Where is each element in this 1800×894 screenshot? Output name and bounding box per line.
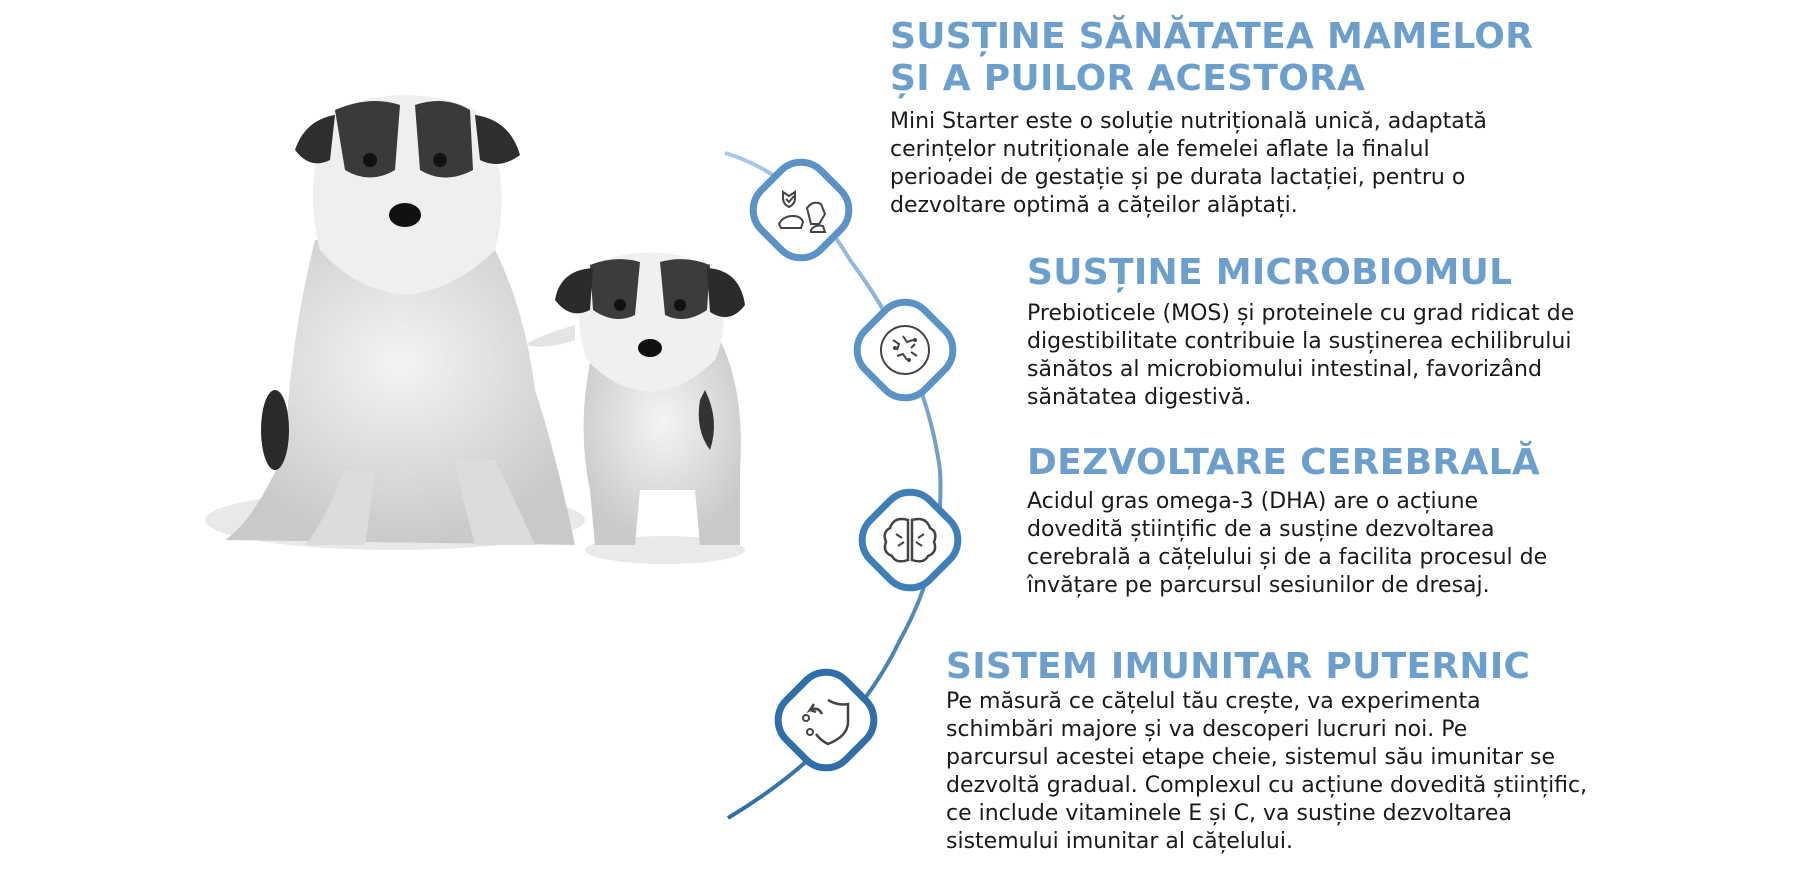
adult-dog: [205, 95, 585, 550]
title-line: ȘI A PUILOR ACESTORA: [890, 58, 1366, 99]
section-1-body: [890, 108, 1487, 220]
section-2-body: [1027, 300, 1574, 412]
section-4-title: [946, 646, 1530, 688]
body-line: Pe măsură ce cățelul tău crește, va experimenta: [946, 689, 1481, 714]
body-line: învățare pe parcursul sesiunilor de dresaj.: [1027, 573, 1490, 598]
body-line: digestibilitate contribuie la susținerea echilibrului: [1027, 329, 1572, 354]
section-3-body: [1027, 488, 1547, 600]
badge-brain: [850, 480, 970, 600]
section-3-title: [1027, 442, 1540, 484]
body-line: perioadei de gestație și pe durata lactației, pentru o: [890, 165, 1466, 190]
section-4-body: [946, 688, 1587, 856]
title-line: SUSȚINE MICROBIOMUL: [1027, 252, 1513, 293]
body-line: Mini Starter este o soluție nutrițională unică, adaptată: [890, 109, 1487, 134]
section-2-title: [1027, 252, 1512, 294]
body-line: parcursul acestei etape cheie, sistemul său imunitar se: [946, 745, 1556, 770]
badge-immune: [766, 660, 886, 780]
body-line: cerințelor nutriționale ale femelei aflate la finalul: [890, 137, 1430, 162]
title-line: SUSȚINE SĂNĂTATEA MAMELOR: [890, 16, 1534, 57]
body-line: dezvoltare optimă a cățeilor alăptați.: [890, 193, 1298, 218]
mother-and-puppies-icon: [741, 150, 861, 270]
body-line: schimbări majore și va descoperi lucruri noi. Pe: [946, 717, 1468, 742]
badge-mother-puppies: [741, 150, 861, 270]
badge-microbiome: [845, 290, 965, 410]
body-line: sistemului imunitar al cățelului.: [946, 829, 1293, 854]
microbiome-icon: [845, 290, 965, 410]
body-line: sănătatea digestivă.: [1027, 385, 1252, 410]
body-line: Acidul gras omega-3 (DHA) are o acțiune: [1027, 489, 1479, 514]
immune-shield-icon: [766, 660, 886, 780]
title-line: DEZVOLTARE CEREBRALĂ: [1027, 442, 1541, 483]
title-line: SISTEM IMUNITAR PUTERNIC: [946, 646, 1531, 687]
body-line: ce include vitaminele E și C, va susține dezvoltarea: [946, 801, 1512, 826]
section-1-title: [890, 16, 1533, 100]
body-line: dezvoltă gradual. Complexul cu acțiune dovedită științific,: [946, 773, 1588, 798]
body-line: Prebioticele (MOS) și proteinele cu grad ridicat de: [1027, 301, 1575, 326]
body-line: cerebrală a cățelului și de a facilita procesul de: [1027, 545, 1548, 570]
brain-icon: [850, 480, 970, 600]
body-line: dovedită științific de a susține dezvoltarea: [1027, 517, 1495, 542]
body-line: sănătos al microbiomului intestinal, favorizând: [1027, 357, 1542, 382]
